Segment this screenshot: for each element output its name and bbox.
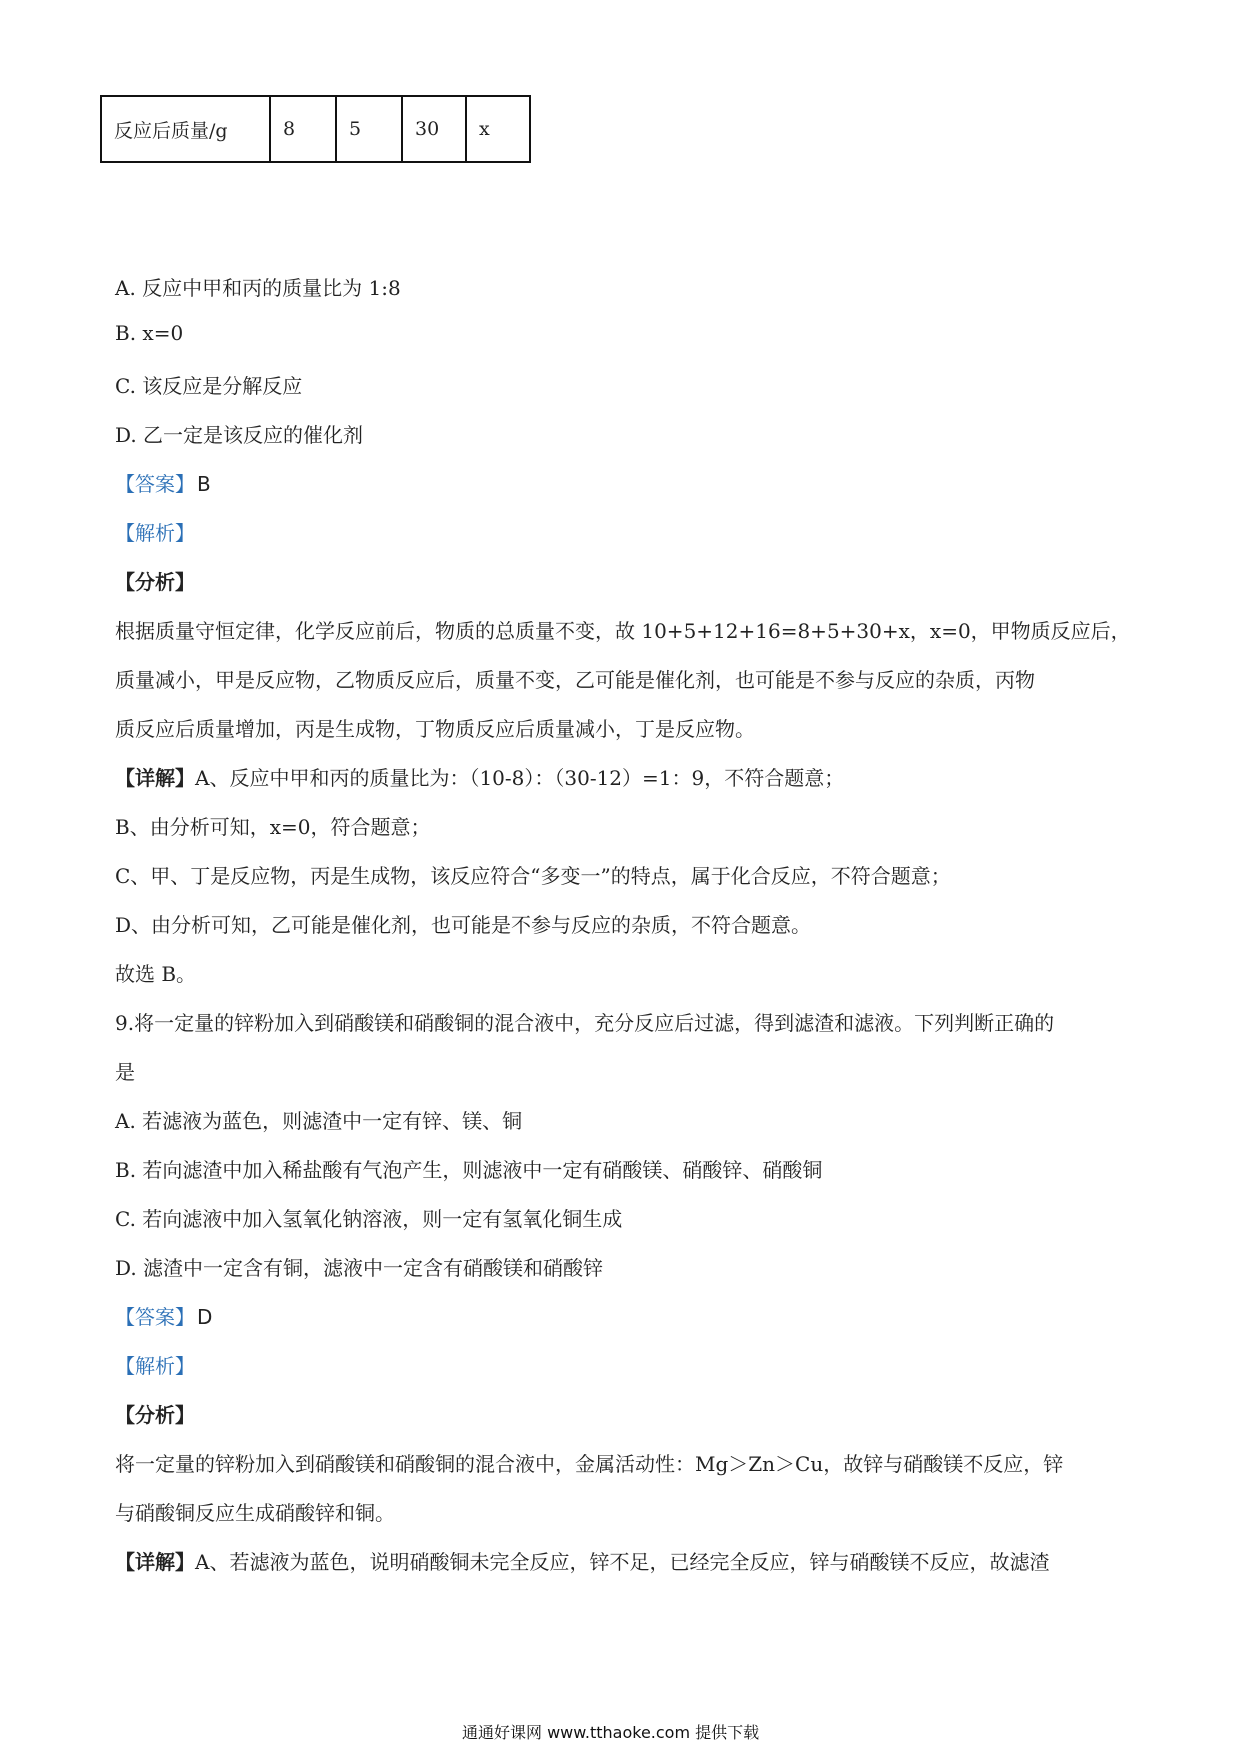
q8-detail-line-a [115,762,844,791]
q8-choice: 故选 B。 [115,962,197,986]
q8-fenxi-tag: 【分析】 [115,570,195,594]
q9-option-d: D. 滤渣中一定含有铜，滤液中一定含有硝酸镁和硝酸锌 [115,1256,604,1280]
q9-detail-line [115,1546,1049,1575]
q8-detail-line-c: C、甲、丁是反应物，丙是生成物，该反应符合“多变一”的特点，属于化合反应，不符合题意； [115,864,951,888]
detail-label: 【详解】 [115,766,195,790]
q9-option-b: B. 若向滤渣中加入稀盐酸有气泡产生，则滤液中一定有硝酸镁、硝酸锌、硝酸铜 [115,1158,823,1182]
row-label-cell: 反应后质量/g [101,96,270,162]
q9-stem-line-2: 是 [115,1060,135,1084]
answer-value: D [197,1305,213,1329]
value-cell-bing: 30 [402,96,466,162]
q8-answer [115,468,211,497]
value-cell-yi: 5 [336,96,402,162]
footer-watermark: 通通好课网 www.tthaoke.com 提供下载 [462,1723,760,1742]
q8-option-b: B. x=0 [115,321,184,345]
result-table [100,95,531,163]
q9-fenxi-line-2: 与硝酸铜反应生成硝酸锌和铜。 [115,1501,395,1525]
q8-fenxi-line-2: 质量减小，甲是反应物，乙物质反应后，质量不变，乙可能是催化剂，也可能是不参与反应的杂质，丙物 [115,668,1035,692]
value-cell-ding: x [466,96,530,162]
q9-fenxi-line-1: 将一定量的锌粉加入到硝酸镁和硝酸铜的混合液中，金属活动性：Mg＞Zn＞Cu，故锌与硝酸镁不反应，锌 [115,1452,1064,1476]
q8-detail-line-d: D、由分析可知，乙可能是催化剂，也可能是不参与反应的杂质，不符合题意。 [115,913,812,937]
q8-option-a: A. 反应中甲和丙的质量比为 1:8 [115,276,401,300]
q8-fenxi-line-3: 质反应后质量增加，丙是生成物，丁物质反应后质量减小，丁是反应物。 [115,717,755,741]
q8-analysis-tag: 【解析】 [115,521,195,545]
q8-detail-line-b: B、由分析可知，x=0，符合题意； [115,815,431,839]
q9-analysis-tag: 【解析】 [115,1354,195,1378]
detail-label: 【详解】 [115,1550,195,1574]
table-row [101,96,530,162]
q8-fenxi-line-1: 根据质量守恒定律，化学反应前后，物质的总质量不变，故 10+5+12+16=8+5+30+x，x=0，甲物质反应后， [115,619,1131,643]
q8-option-d: D. 乙一定是该反应的催化剂 [115,423,364,447]
answer-value: B [197,472,211,496]
q9-fenxi-tag: 【分析】 [115,1403,195,1427]
q9-option-a: A. 若滤液为蓝色，则滤渣中一定有锌、镁、铜 [115,1109,523,1133]
q9-answer [115,1301,212,1330]
q8-option-c: C. 该反应是分解反应 [115,374,303,398]
detail-text: A、反应中甲和丙的质量比为：（10-8）：（30-12）=1：9，不符合题意； [195,766,845,790]
answer-tag: 【答案】 [115,1305,195,1329]
value-cell-jia: 8 [270,96,336,162]
detail-text: A、若滤液为蓝色，说明硝酸铜未完全反应，锌不足，已经完全反应，锌与硝酸镁不反应，故滤渣 [195,1550,1050,1574]
q9-option-c: C. 若向滤液中加入氢氧化钠溶液，则一定有氢氧化铜生成 [115,1207,623,1231]
answer-tag: 【答案】 [115,472,195,496]
q9-stem-line-1: 9.将一定量的锌粉加入到硝酸镁和硝酸铜的混合液中，充分反应后过滤，得到滤渣和滤液。下列判断正确的 [115,1011,1055,1035]
